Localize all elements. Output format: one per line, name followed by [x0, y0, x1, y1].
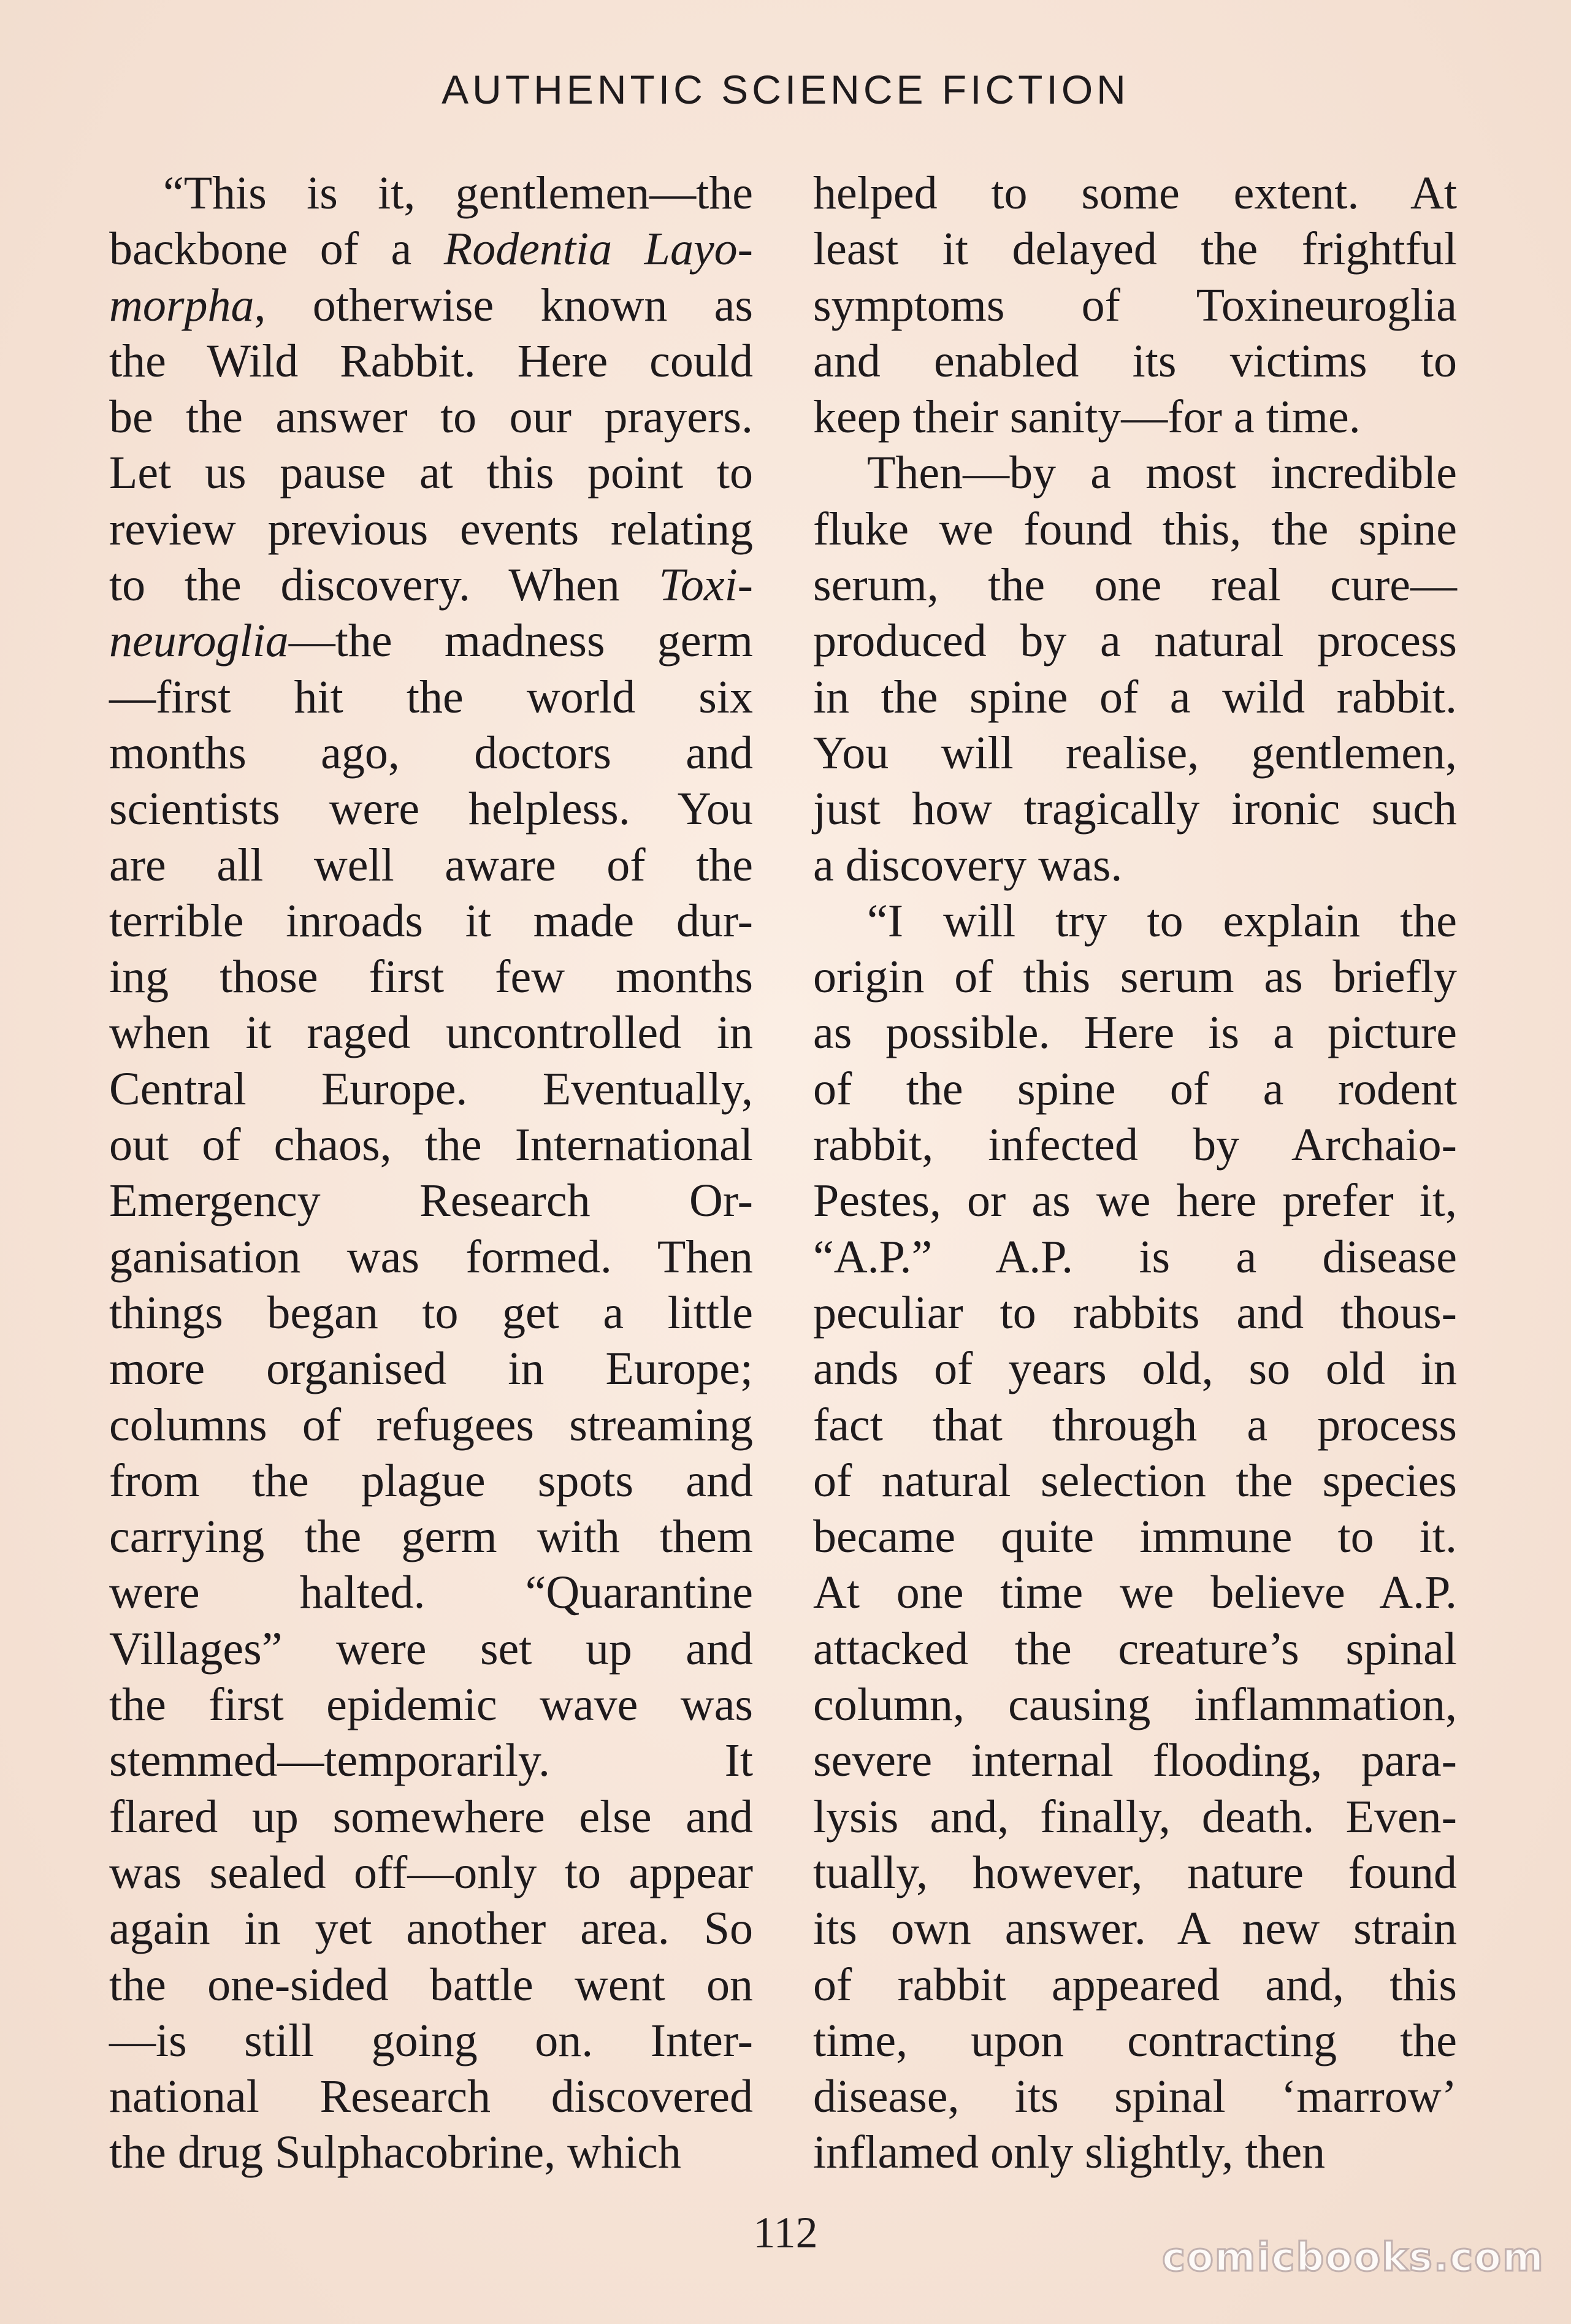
text-line: was sealed off—only to appear	[109, 1846, 753, 1898]
text-line: the Wild Rabbit. Here could	[109, 335, 753, 387]
text-line: “This is it, gentlemen—the	[163, 167, 753, 219]
text-line: backbone of a Rodentia Layo-	[109, 223, 753, 275]
text-line: time, upon contracting the	[813, 2014, 1457, 2066]
text-line: “A.P.” A.P. is a disease	[813, 1231, 1457, 1283]
text-line: fluke we found this, the spine	[813, 503, 1457, 555]
text-line: a discovery was.	[813, 839, 1123, 891]
text-line: Villages” were set up and	[109, 1623, 753, 1675]
text-line: carrying the germ with them	[109, 1511, 753, 1563]
text-line: the first epidemic wave was	[109, 1679, 753, 1731]
text-line: to the discovery. When Toxi-	[109, 559, 753, 611]
text-line: of the spine of a rodent	[813, 1063, 1457, 1115]
text-line: —is still going on. Inter-	[109, 2014, 753, 2066]
watermark: comicbooks.com	[1162, 2235, 1545, 2280]
text-line: morpha, otherwise known as	[109, 279, 753, 331]
text-line: helped to some extent. At	[813, 167, 1457, 219]
text-line: tually, however, nature found	[813, 1846, 1457, 1898]
text-line: from the plague spots and	[109, 1454, 753, 1507]
text-line: months ago, doctors and	[109, 727, 753, 779]
paragraph	[813, 166, 1457, 445]
text-line: review previous events relating	[109, 503, 753, 555]
running-head: AUTHENTIC SCIENCE FICTION	[441, 67, 1130, 112]
text-line: disease, its spinal ‘marrow’	[813, 2071, 1457, 2123]
text-line: attacked the creature’s spinal	[813, 1623, 1457, 1675]
text-line: stemmed—temporarily. It	[109, 1735, 753, 1787]
text-line: of rabbit appeared and, this	[813, 1959, 1457, 2011]
text-line: peculiar to rabbits and thous-	[813, 1286, 1457, 1339]
text-line: ing those first few months	[109, 951, 753, 1003]
text-line: the drug Sulphacobrine, which	[109, 2127, 681, 2179]
text-line: origin of this serum as briefly	[813, 951, 1457, 1003]
paragraph	[813, 893, 1457, 2181]
text-line: be the answer to our prayers.	[109, 391, 753, 443]
page-number: 112	[753, 2208, 818, 2257]
text-line: inflamed only slightly, then	[813, 2127, 1326, 2179]
text-line: national Research discovered	[109, 2071, 753, 2123]
text-line: You will realise, gentlemen,	[813, 727, 1457, 779]
text-line: more organised in Europe;	[109, 1343, 753, 1395]
text-line: “I will try to explain the	[867, 895, 1457, 947]
paragraph	[109, 166, 753, 2181]
text-line: rabbit, infected by Archaio-	[813, 1119, 1457, 1171]
text-line: symptoms of Toxineuroglia	[813, 279, 1457, 331]
text-line: columns of refugees streaming	[109, 1399, 753, 1451]
left-column	[109, 166, 753, 2181]
text-line: column, causing inflammation,	[813, 1679, 1457, 1731]
text-line: Pestes, or as we here prefer it,	[813, 1175, 1457, 1227]
text-line: out of chaos, the International	[109, 1119, 753, 1171]
text-line: again in yet another area. So	[109, 1903, 753, 1955]
text-line: things began to get a little	[109, 1286, 753, 1339]
text-line: Emergency Research Or-	[109, 1175, 753, 1227]
text-line: Central Europe. Eventually,	[109, 1063, 753, 1115]
text-line: neuroglia—the madness germ	[109, 615, 753, 667]
text-line: when it raged uncontrolled in	[109, 1007, 753, 1059]
text-line: Then—by a most incredible	[867, 447, 1457, 499]
text-line: its own answer. A new strain	[813, 1903, 1457, 1955]
text-line: were halted. “Quarantine	[109, 1567, 753, 1619]
right-column	[813, 166, 1457, 2181]
text-line: ands of years old, so old in	[813, 1343, 1457, 1395]
text-line: least it delayed the frightful	[813, 223, 1457, 275]
text-line: the one-sided battle went on	[109, 1959, 753, 2011]
text-line: —first hit the world six	[109, 671, 753, 723]
text-line: just how tragically ironic such	[813, 783, 1457, 835]
paragraph	[813, 445, 1457, 893]
text-line: At one time we believe A.P.	[813, 1567, 1457, 1619]
text-line: produced by a natural process	[813, 615, 1457, 667]
text-line: scientists were helpless. You	[109, 783, 753, 835]
text-line: keep their sanity—for a time.	[813, 391, 1361, 443]
text-line: lysis and, finally, death. Even-	[813, 1791, 1457, 1843]
text-line: flared up somewhere else and	[109, 1791, 753, 1843]
text-line: are all well aware of the	[109, 839, 753, 891]
text-line: in the spine of a wild rabbit.	[813, 671, 1457, 723]
text-line: severe internal flooding, para-	[813, 1735, 1457, 1787]
text-line: as possible. Here is a picture	[813, 1007, 1457, 1059]
text-line: ganisation was formed. Then	[109, 1231, 753, 1283]
text-line: serum, the one real cure—	[813, 559, 1457, 611]
text-line: Let us pause at this point to	[109, 447, 753, 499]
text-line: fact that through a process	[813, 1399, 1457, 1451]
text-line: terrible inroads it made dur-	[109, 895, 753, 947]
text-line: became quite immune to it.	[813, 1511, 1457, 1563]
text-line: and enabled its victims to	[813, 335, 1457, 387]
text-line: of natural selection the species	[813, 1454, 1457, 1507]
